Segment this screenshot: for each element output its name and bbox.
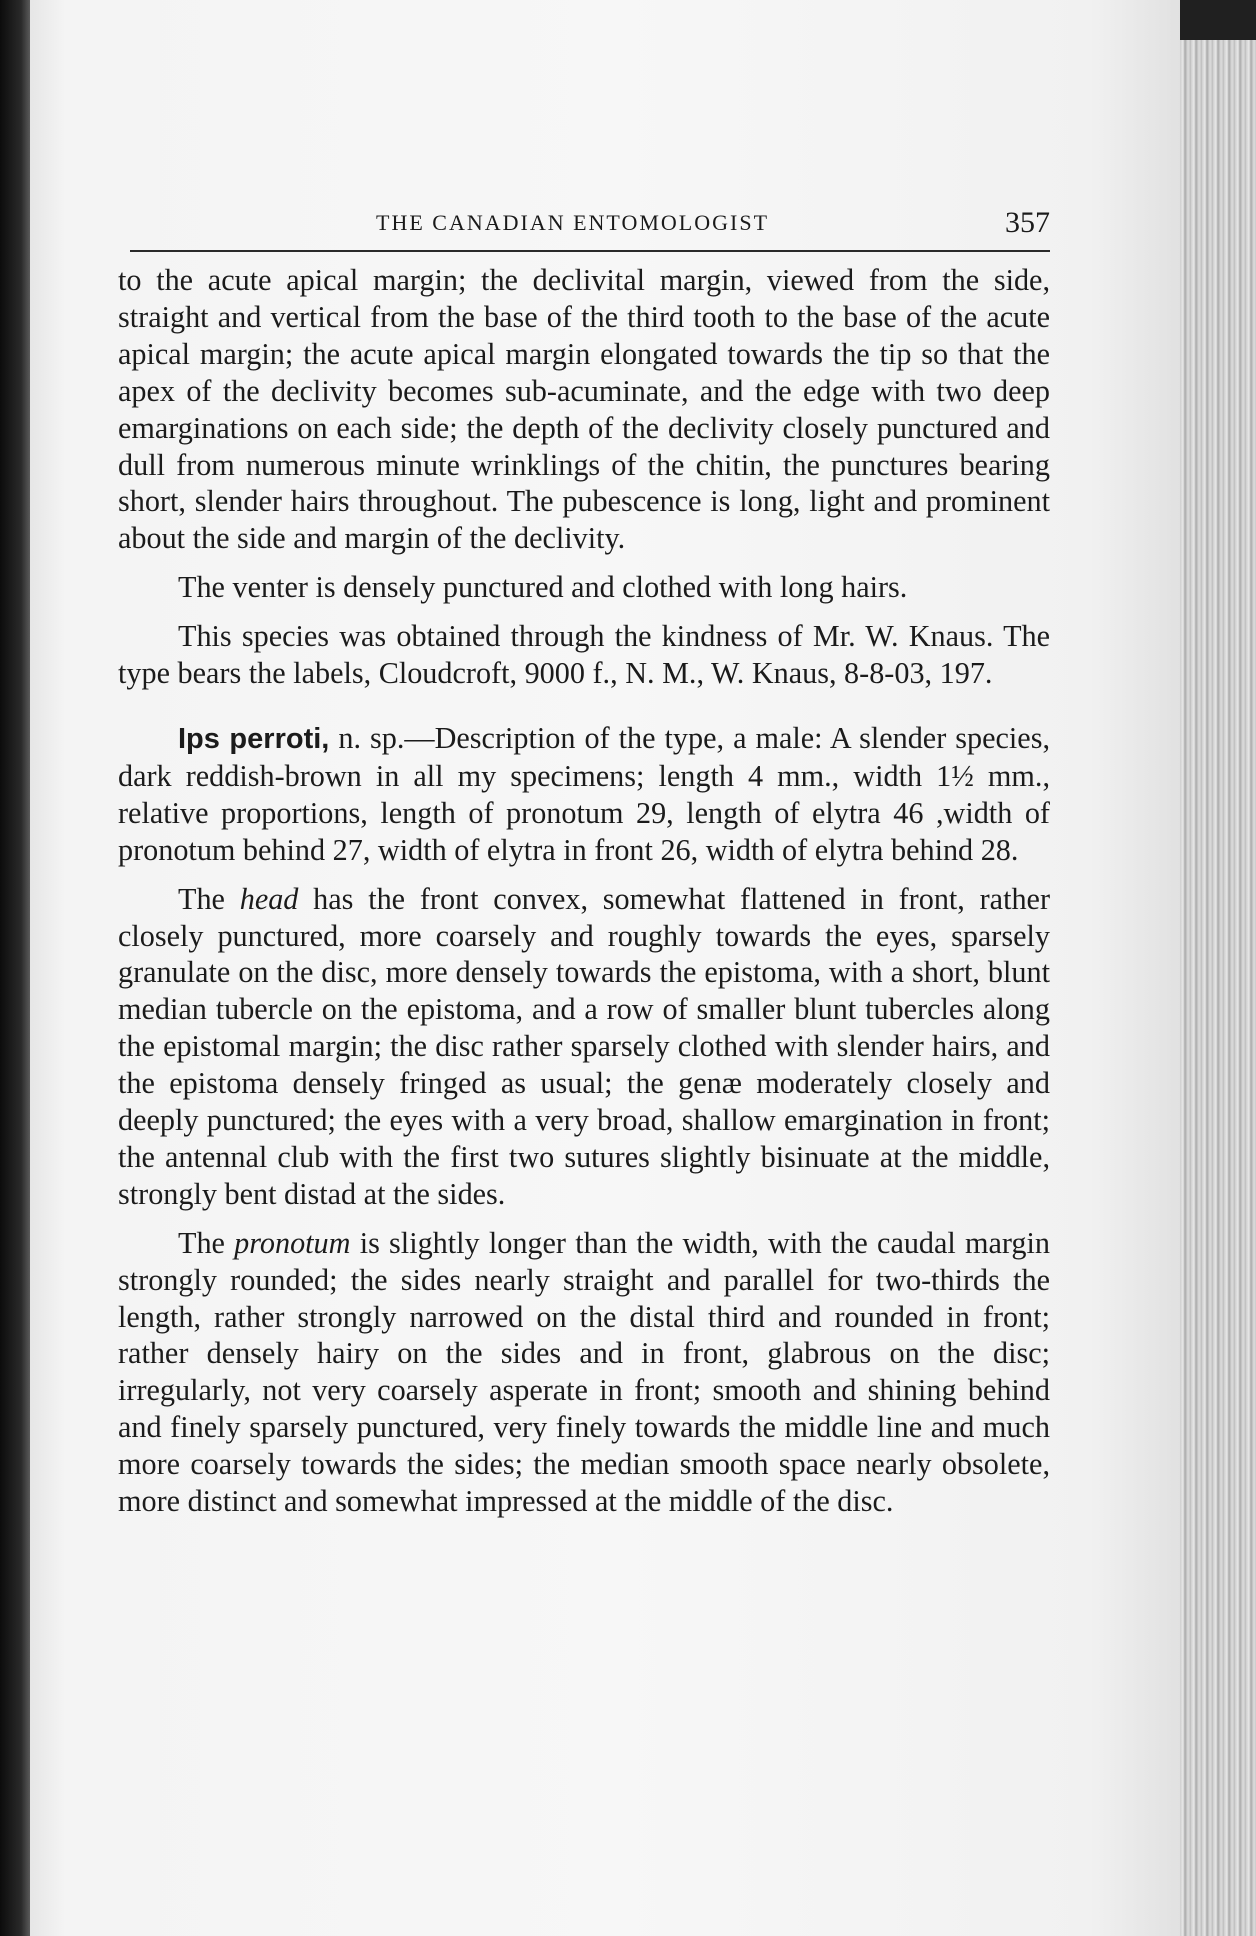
page-body	[118, 262, 1050, 1532]
scan-left-edge	[0, 0, 30, 1936]
stacked-page-edges	[1180, 40, 1256, 1936]
pronotum-text: is slightly longer than the width, with the caudal margin strongly rounded; the sides nearly straight and parallel for two-thirds the length, rather strongly narrowed on the distal third and rounded in front; rather densely hairy on the sides and in front, glabrous on the disc; irregularly, not very coarsely asperate in front; smooth and shining behind and finely sparsely punctured, very finely towards the middle line and much more coarsely towards the sides; the median smooth space nearly obsolete, more distinct and somewhat impressed at the middle of the disc.	[118, 1225, 1050, 1519]
paragraph-type-labels: This species was obtained through the kindness of Mr. W. Knaus. The type bears the labels, Cloudcroft, 9000 f., N. M., W. Knaus, 8-8-03, 197.	[118, 619, 1050, 691]
pronotum-term: pronotum	[234, 1225, 351, 1260]
paragraph-declivity: to the acute apical margin; the declivital margin, viewed from the side, straight and vertical from the base of the third tooth to the base of the acute apical margin; the acute apical margin elongated towards the tip so that the apex of the declivity becomes sub-acuminate, and the edge with two deep emarginations on each side; the depth of the declivity closely punctured and dull from numerous minute wrinklings of the chitin, the punctures bearing short, slender hairs throughout. The pubescence is long, light and prominent about the side and margin of the declivity.	[118, 263, 1050, 556]
species-name: Ips perroti,	[178, 722, 330, 755]
paragraph-head	[118, 881, 1050, 1213]
paragraph-pronotum	[118, 1225, 1050, 1520]
paragraph-species-description	[118, 720, 1050, 869]
pronotum-lead: The	[178, 1225, 235, 1260]
head-term: head	[239, 881, 299, 916]
head-lead: The	[178, 881, 240, 916]
scan-top-right-edge	[1180, 0, 1256, 40]
header-rule	[130, 250, 1050, 252]
head-text: has the front convex, somewhat flattened in front, rather closely punctured, more coarsely and roughly towards the eyes, sparsely granulate on the disc, more densely towards the epistoma, with a short, blunt median tubercle on the epistoma, and a row of smaller blunt tubercles along the epistomal margin; the disc rather sparsely clothed with slender hairs, and the epistoma densely fringed as usual; the genæ moderately closely and deeply punctured; the eyes with a very broad, shallow emargination in front; the antennal club with the first two sutures slightly bisinuate at the middle, strongly bent distad at the sides.	[118, 881, 1051, 1211]
journal-title: THE CANADIAN ENTOMOLOGIST	[376, 210, 770, 235]
page-number: 357	[1005, 206, 1050, 239]
running-head	[130, 206, 1050, 250]
paragraph-venter: The venter is densely punctured and clothed with long hairs.	[178, 570, 908, 605]
species-description-text: n. sp.—Description of the type, a male: A slender species, dark reddish-brown in all my specimens; length 4 mm., width 1½ mm., relative proportions, length of pronotum 29, length of elytra 46 ,width of pronotum behind 27, width of elytra in front 26, width of elytra behind 28.	[118, 720, 1050, 867]
